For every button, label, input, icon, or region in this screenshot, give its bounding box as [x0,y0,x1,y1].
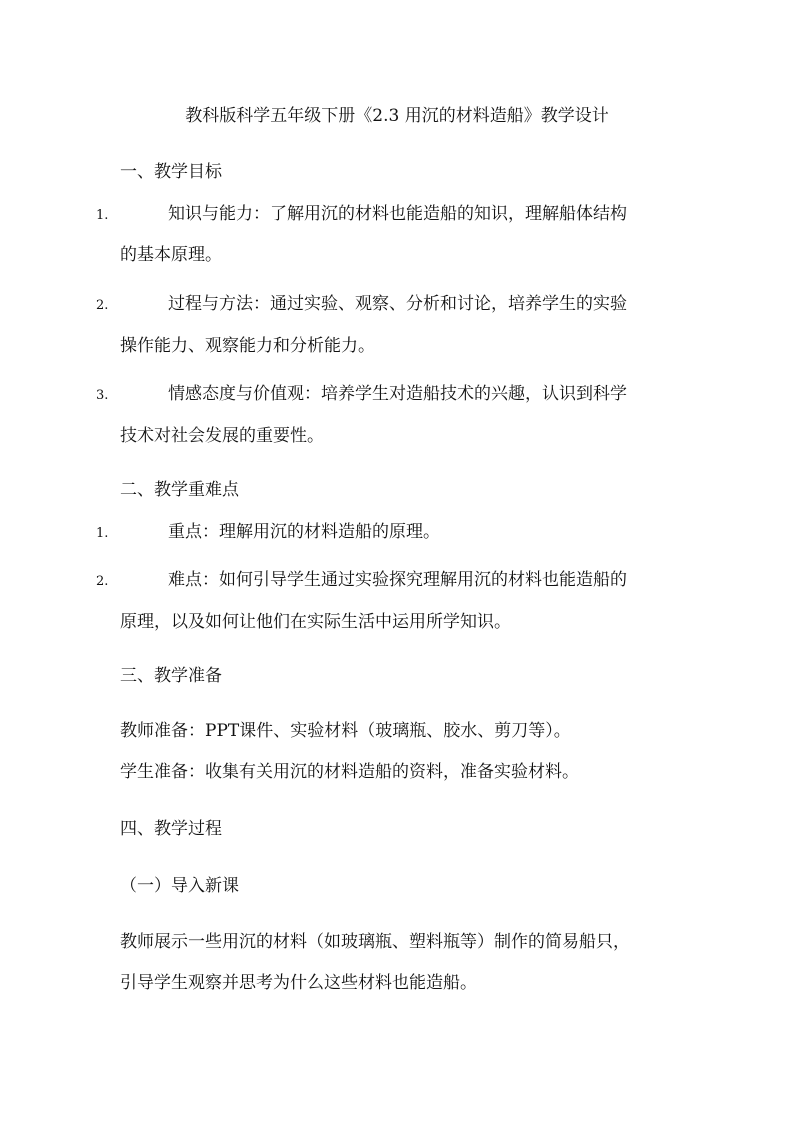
list-number: 1. [96,208,109,223]
teacher-preparation-text: 教师准备：PPT课件、实验材料（玻璃瓶、胶水、剪刀等）。 [120,721,571,741]
list-item-text-continued: 技术对社会发展的重要性。 [120,426,324,446]
list-item-text: 重点：理解用沉的材料造船的原理。 [168,522,440,542]
section-heading-process: 四、教学过程 [120,819,222,839]
list-number: 2. [96,574,109,589]
subsection-heading-intro: （一）导入新课 [120,876,239,896]
list-item-text: 知识与能力：了解用沉的材料也能造船的知识，理解船体结构 [168,204,627,224]
paragraph-text: 教师展示一些用沉的材料（如玻璃瓶、塑料瓶等）制作的简易船只， [120,932,630,952]
document-title: 教科版科学五年级下册《2.3 用沉的材料造船》教学设计 [185,106,609,126]
list-item-text: 难点：如何引导学生通过实验探究理解用沉的材料也能造船的 [168,570,627,590]
section-heading-objectives: 一、教学目标 [120,162,222,182]
section-heading-key-points: 二、教学重难点 [120,480,239,500]
list-item-text-continued: 操作能力、观察能力和分析能力。 [120,336,375,356]
list-number: 3. [96,388,109,403]
list-item-text-continued: 原理，以及如何让他们在实际生活中运用所学知识。 [120,612,511,632]
list-item-text: 情感态度与价值观：培养学生对造船技术的兴趣，认识到科学 [168,384,627,404]
list-number: 1. [96,526,109,541]
paragraph-text-continued: 引导学生观察并思考为什么这些材料也能造船。 [120,973,477,993]
list-item-text: 过程与方法：通过实验、观察、分析和讨论，培养学生的实验 [168,294,627,314]
student-preparation-text: 学生准备：收集有关用沉的材料造船的资料，准备实验材料。 [120,762,579,782]
list-number: 2. [96,298,109,313]
list-item-text-continued: 的基本原理。 [120,245,222,265]
section-heading-preparation: 三、教学准备 [120,666,222,686]
